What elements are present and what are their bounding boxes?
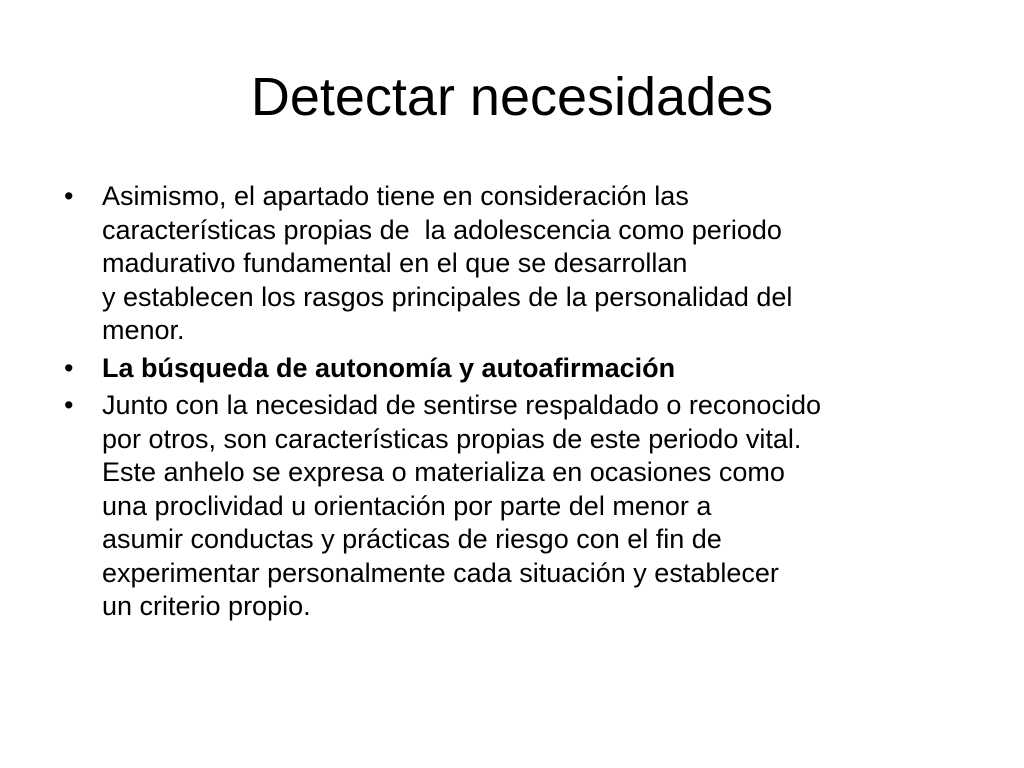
text-line: menor. (102, 315, 185, 345)
bullet-item-2 (60, 352, 970, 386)
bullet-list (60, 180, 970, 628)
bullet-marker: • (64, 390, 74, 420)
bullet-text-bold (102, 352, 970, 386)
text-line: Este anhelo se expresa o materializa en ocasiones como (102, 457, 785, 487)
bullet-item-3 (60, 389, 970, 624)
bullet-item-1 (60, 180, 970, 348)
text-line: un criterio propio. (102, 591, 311, 621)
text-line: La búsqueda de autonomía y autoafirmación (102, 352, 676, 383)
bullet-text (102, 389, 970, 624)
text-line: características propias de la adolescencia como periodo (102, 214, 782, 245)
text-line: una proclividad u orientación por parte del menor a (102, 490, 712, 521)
text-line: madurativo fundamental en el que se desarrollan (102, 248, 688, 278)
text-line: por otros, son características propias de este periodo vital. (102, 423, 802, 454)
text-line: Junto con la necesidad de sentirse respaldado o reconocido (102, 390, 821, 420)
text-line: Asimismo, el apartado tiene en consideración las (102, 181, 689, 211)
bullet-marker: • (64, 181, 74, 211)
bullet-marker: • (64, 352, 74, 383)
text-line: asumir conductas y prácticas de riesgo con el fin de (102, 524, 722, 554)
text-line: experimentar personalmente cada situación y establecer (102, 557, 779, 588)
slide-title: Detectar necesidades (250, 67, 774, 127)
text-line: y establecen los rasgos principales de la personalidad del (102, 281, 793, 312)
bullet-text (102, 180, 970, 348)
